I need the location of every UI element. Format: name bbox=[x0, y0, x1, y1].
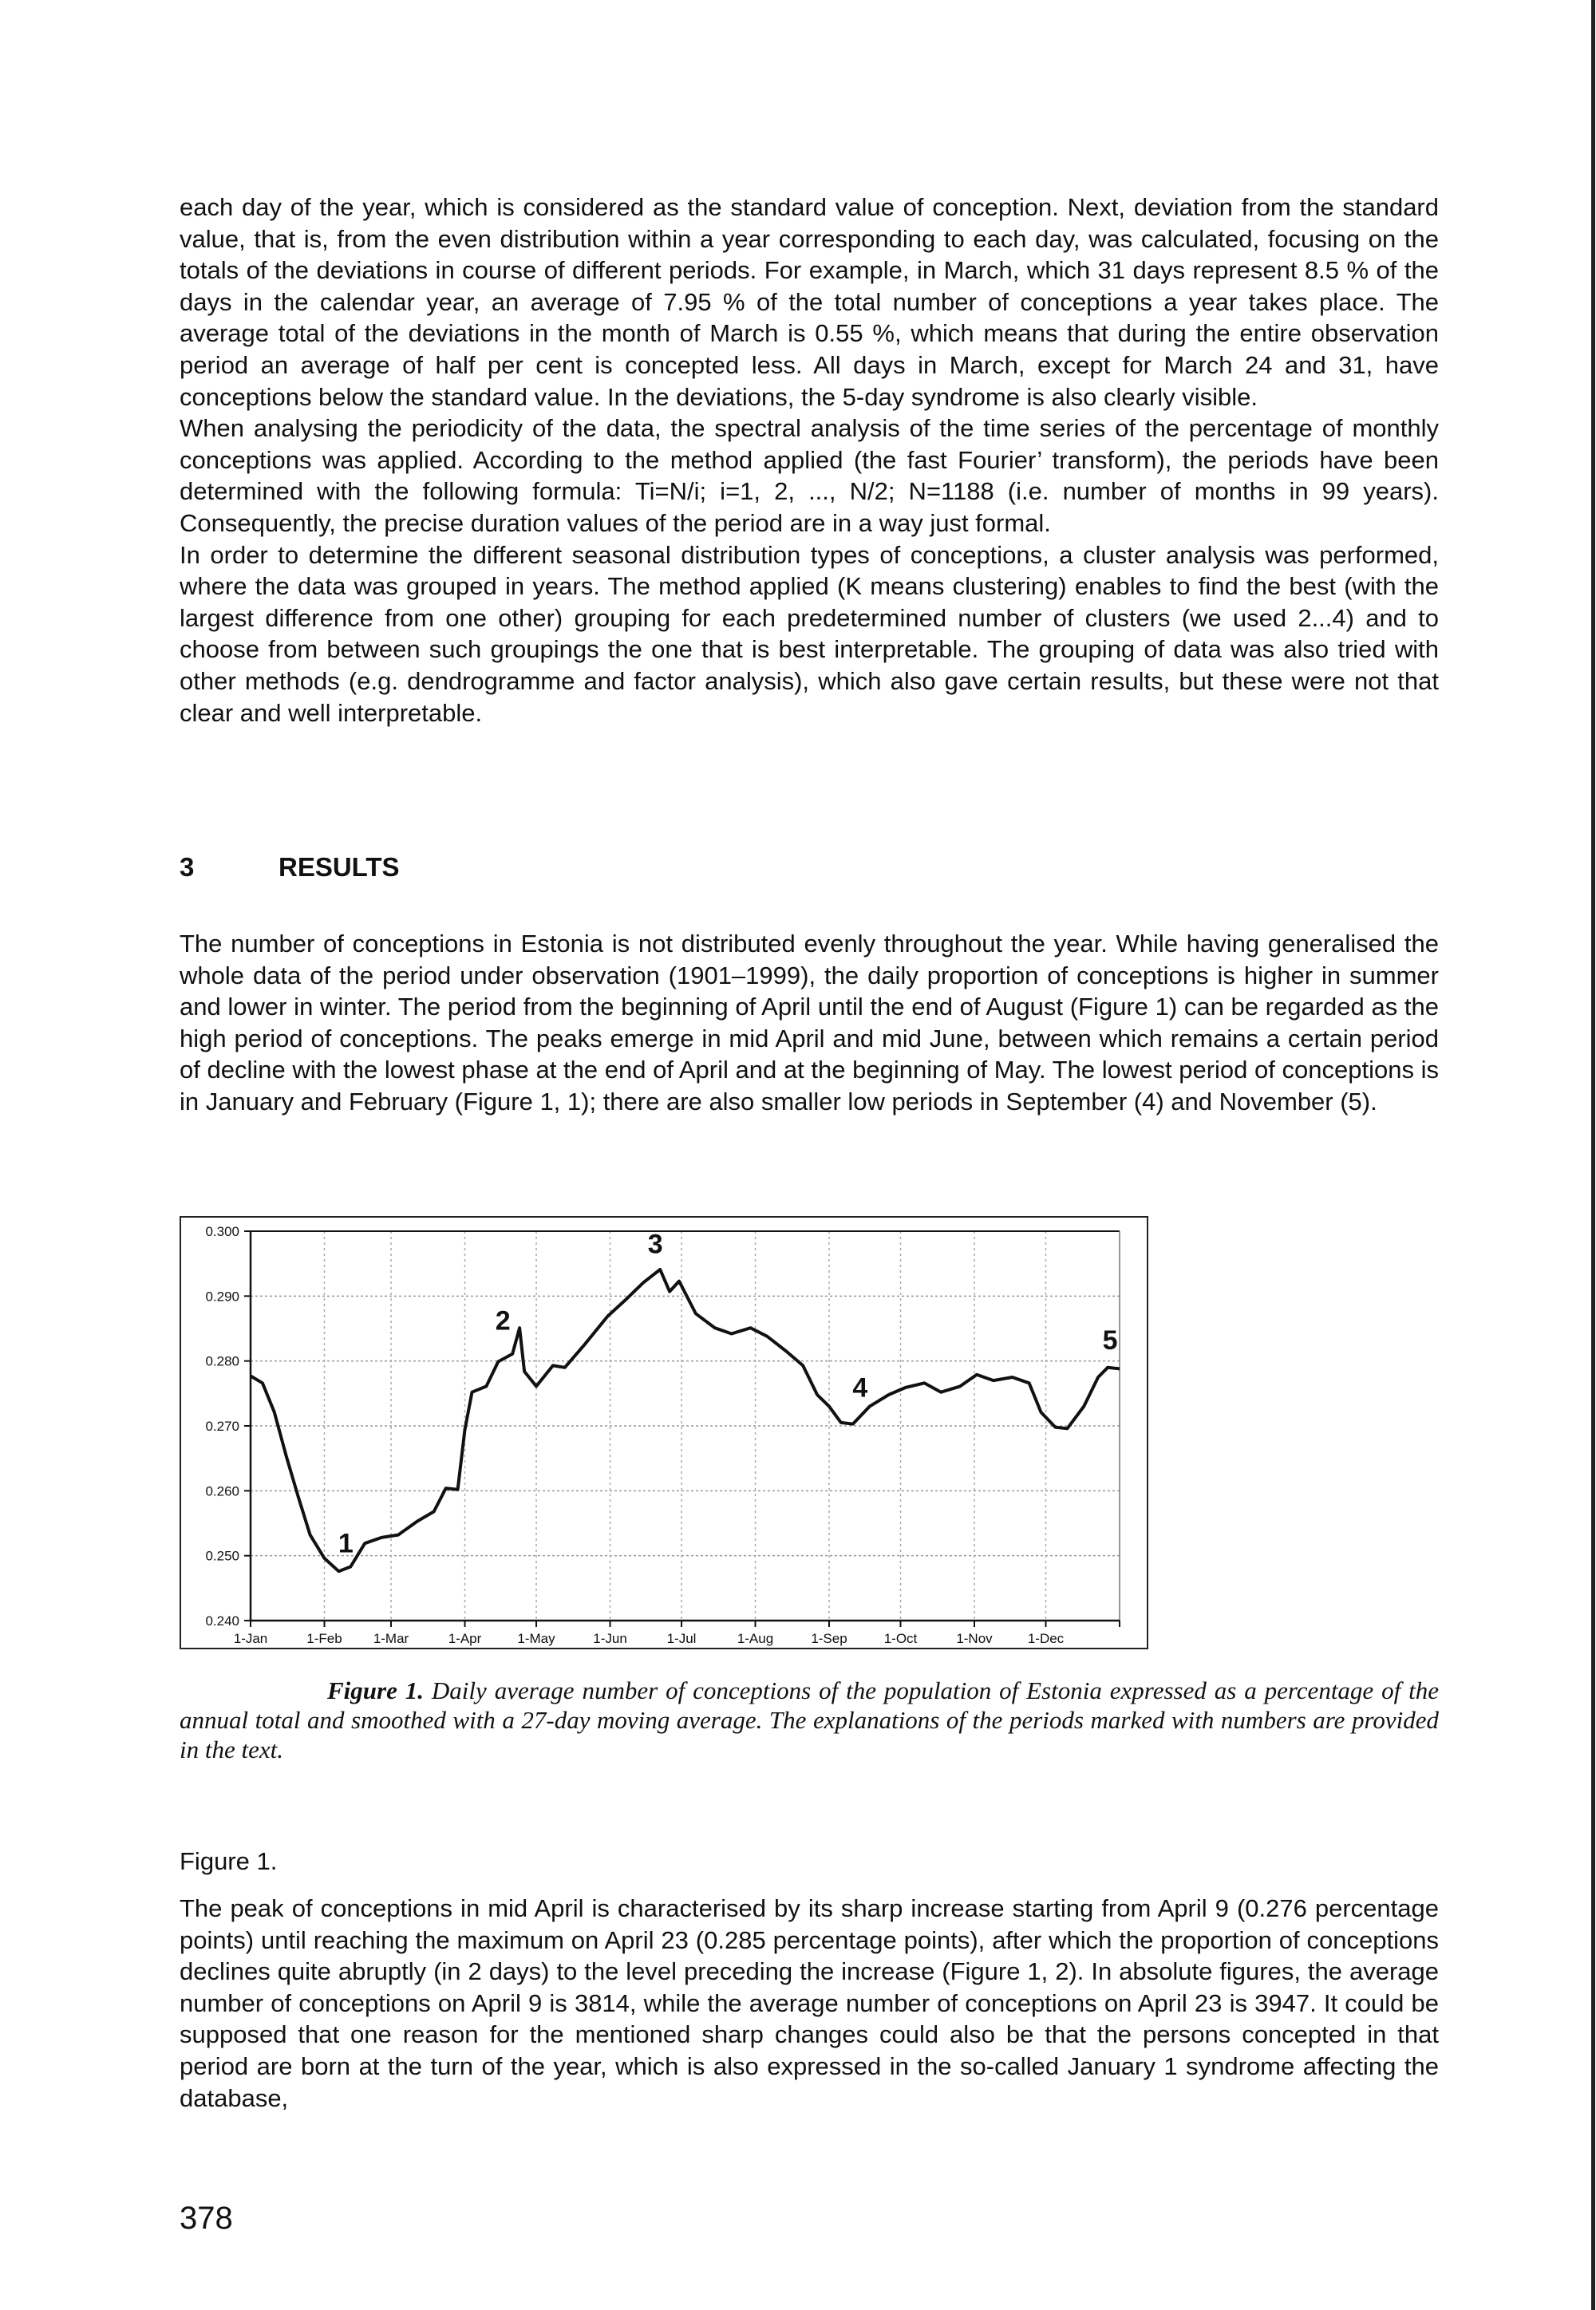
figure-caption bbox=[180, 1676, 1439, 1764]
y-tick-label: 0.260 bbox=[205, 1483, 239, 1499]
x-tick-label: 1-Feb bbox=[306, 1631, 342, 1646]
x-tick-label: 1-Apr bbox=[448, 1631, 482, 1646]
y-tick-label: 0.280 bbox=[205, 1353, 239, 1369]
paragraph-deviation: each day of the year, which is considered as the standard value of conception. Next, deviation from the standard value, that is, from the even distribution within a year corresponding to each day, was calculated, focusing on the totals of the deviations in course of different periods. For example, in March, which 31 days represent 8.5 % of the days in the calendar year, an average of 7.95 % of the total number of conceptions a year takes place. The average total of the deviations in the month of March is 0.55 %, which means that during the entire observation period an average of half per cent is concepted less. All days in March, except for March 24 and 31, have conceptions below the standard value. In the deviations, the 5-day syndrome is also clearly visible. bbox=[180, 193, 1439, 411]
y-tick-label: 0.290 bbox=[205, 1289, 239, 1305]
y-tick-label: 0.270 bbox=[205, 1419, 239, 1434]
paragraph-cluster: In order to determine the different seasonal distribution types of conceptions, a cluster analysis was performed, where the data was grouped in years. The method applied (K means clustering) enables to find the best (with the largest difference from one other) grouping for each predetermined number of clusters (we used 2...4) and to choose from between such groupings the one that is best interpretable. The grouping of data was also tried with other methods (e.g. dendrogramme and factor analysis), which also gave certain results, but these were not that clear and well interpretable. bbox=[180, 540, 1439, 727]
x-tick-label: 1-Jun bbox=[593, 1631, 627, 1646]
paragraph-periodicity: When analysing the periodicity of the data, the spectral analysis of the time series of the percentage of monthly conceptions was applied. According to the method applied (the fast Fourier’ transform), the periods have been determined with the following formula: Ti=N/i; i=1, 2, ..., N/2; N=1188 (i.e. number of months in 99 years). Consequently, the precise duration values of the period are in a way just formal. bbox=[180, 414, 1439, 537]
x-tick-label: 1-Jul bbox=[666, 1631, 697, 1646]
period-marker-2: 2 bbox=[495, 1305, 511, 1337]
caption-label: Figure 1. bbox=[327, 1676, 425, 1704]
period-marker-3: 3 bbox=[647, 1229, 663, 1260]
x-tick-label: 1-May bbox=[517, 1631, 555, 1646]
paragraph-results: The number of conceptions in Estonia is not distributed evenly throughout the year. While having generalised the whole data of the period under observation (1901–1999), the daily proportion of conceptions is higher in summer and lower in winter. The period from the beginning of April until the end of August (Figure 1) can be regarded as the high period of conceptions. The peaks emerge in mid April and mid June, between which remains a certain period of decline with the lowest phase at the end of April and at the beginning of May. The lowest period of conceptions is in January and February (Figure 1, 1); there are also smaller low periods in September (4) and November (5). bbox=[180, 930, 1439, 1116]
series-line bbox=[251, 1270, 1120, 1571]
section-title: RESULTS bbox=[279, 852, 400, 882]
paragraph-april-peak: The peak of conceptions in mid April is characterised by its sharp increase starting from April 9 (0.276 percentage points) until reaching the maximum on April 23 (0.285 percentage points), after which the proportion of conceptions declines quite abruptly (in 2 days) to the level preceding the increase (Figure 1, 2). In absolute figures, the average number of conceptions on April 9 is 3814, while the average number of conceptions on April 23 is 3947. It could be supposed that one reason for the mentioned sharp changes could also be that the persons concepted in that period are born at the turn of the year, which is also expressed in the so-called January 1 syndrome affecting the database, bbox=[180, 1894, 1439, 2112]
section-number: 3 bbox=[180, 852, 195, 882]
x-tick-label: 1-Jan bbox=[233, 1631, 268, 1646]
page-number: 378 bbox=[180, 2201, 233, 2236]
period-marker-1: 1 bbox=[338, 1528, 354, 1559]
period-marker-4: 4 bbox=[852, 1372, 868, 1404]
y-tick-label: 0.250 bbox=[205, 1548, 239, 1564]
x-tick-label: 1-Mar bbox=[373, 1631, 409, 1646]
x-tick-label: 1-Aug bbox=[737, 1631, 774, 1646]
x-tick-label: 1-Nov bbox=[956, 1631, 993, 1646]
x-tick-label: 1-Dec bbox=[1027, 1631, 1065, 1646]
figure-reference: Figure 1. bbox=[180, 1847, 278, 1875]
y-tick-label: 0.300 bbox=[205, 1224, 239, 1239]
x-tick-label: 1-Oct bbox=[883, 1631, 918, 1646]
caption-text: Daily average number of conceptions of the population of Estonia expressed as a percentage of the annual total and smoothed with a 27-day moving average. The explanations of the periods marked with numbers are provided in the text. bbox=[180, 1676, 1439, 1763]
bottom-text bbox=[180, 1893, 1439, 2114]
period-marker-5: 5 bbox=[1102, 1325, 1118, 1356]
x-tick-label: 1-Sep bbox=[811, 1631, 847, 1646]
y-tick-label: 0.240 bbox=[205, 1613, 239, 1629]
